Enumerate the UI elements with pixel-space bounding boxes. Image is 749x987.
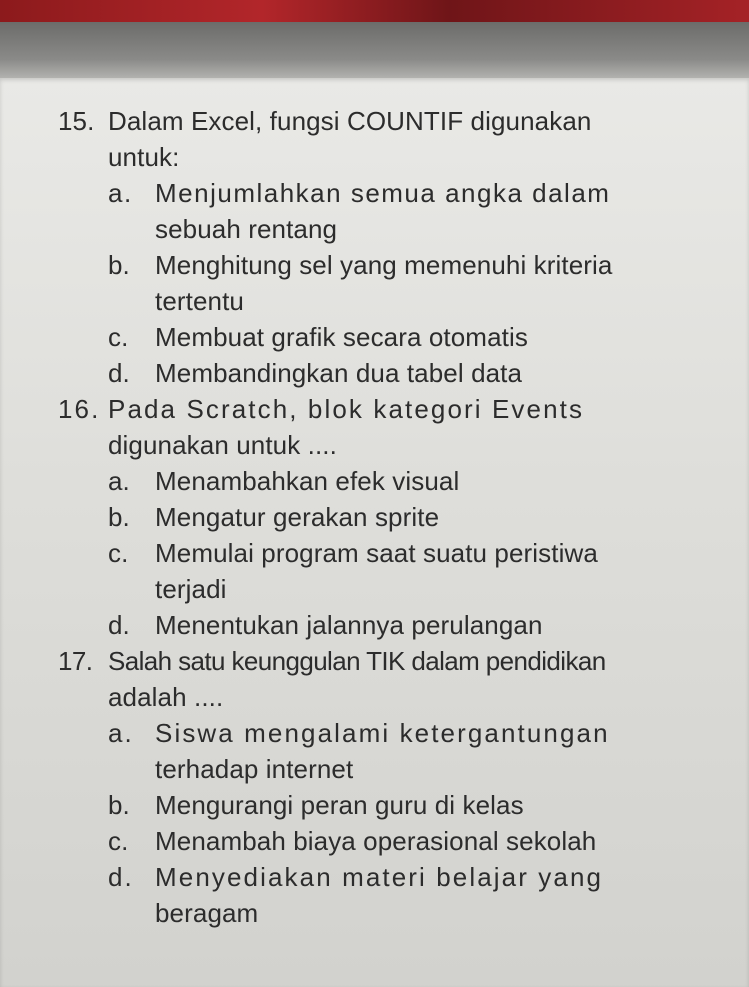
option-letter: a.: [108, 718, 134, 748]
option-continuation: terhadap internet: [155, 754, 354, 784]
option-c: c. Memulai program saat suatu peristiwa: [108, 538, 598, 568]
option-letter: d.: [108, 358, 130, 388]
option-d: d. Menyediakan materi belajar yang: [108, 862, 604, 892]
option-letter: c.: [108, 826, 129, 856]
option-letter: c.: [108, 322, 129, 352]
option-letter: d.: [108, 610, 130, 640]
option-letter: b.: [108, 790, 130, 820]
question-stem-line: 17. Salah satu keunggulan TIK dalam pendidikan: [58, 646, 606, 676]
option-a: a. Siswa mengalami ketergantungan: [108, 718, 610, 748]
question-stem-line: 15. Dalam Excel, fungsi COUNTIF digunakan: [58, 106, 592, 136]
option-letter: a.: [108, 466, 130, 496]
option-c: c. Menambah biaya operasional sekolah: [108, 826, 597, 856]
option-letter: b.: [108, 502, 130, 532]
question-stem-line: digunakan untuk ....: [108, 430, 337, 460]
option-continuation: sebuah rentang: [155, 214, 338, 244]
red-cover-strip: [0, 0, 749, 22]
worksheet-page: [0, 78, 749, 987]
option-b: b. Mengatur gerakan sprite: [108, 502, 440, 532]
option-letter: d.: [108, 862, 134, 892]
option-b: b. Menghitung sel yang memenuhi kriteria: [108, 250, 613, 280]
option-letter: c.: [108, 538, 129, 568]
option-d: d. Menentukan jalannya perulangan: [108, 610, 543, 640]
option-continuation: beragam: [155, 898, 259, 928]
question-stem-line: adalah ....: [108, 682, 224, 712]
option-continuation: tertentu: [155, 286, 244, 316]
option-b: b. Mengurangi peran guru di kelas: [108, 790, 524, 820]
option-c: c. Membuat grafik secara otomatis: [108, 322, 528, 352]
option-continuation: terjadi: [155, 574, 227, 604]
question-stem-line: 16. Pada Scratch, blok kategori Events: [58, 394, 585, 424]
option-a: a. Menambahkan efek visual: [108, 466, 460, 496]
question-number: 17.: [58, 646, 93, 676]
option-letter: a.: [108, 178, 133, 208]
option-letter: b.: [108, 250, 130, 280]
option-d: d. Membandingkan dua tabel data: [108, 358, 523, 388]
option-a: a. Menjumlahkan semua angka dalam: [108, 178, 611, 208]
question-number: 15.: [58, 106, 95, 136]
question-stem-line: untuk:: [108, 142, 180, 172]
question-number: 16.: [58, 394, 101, 424]
